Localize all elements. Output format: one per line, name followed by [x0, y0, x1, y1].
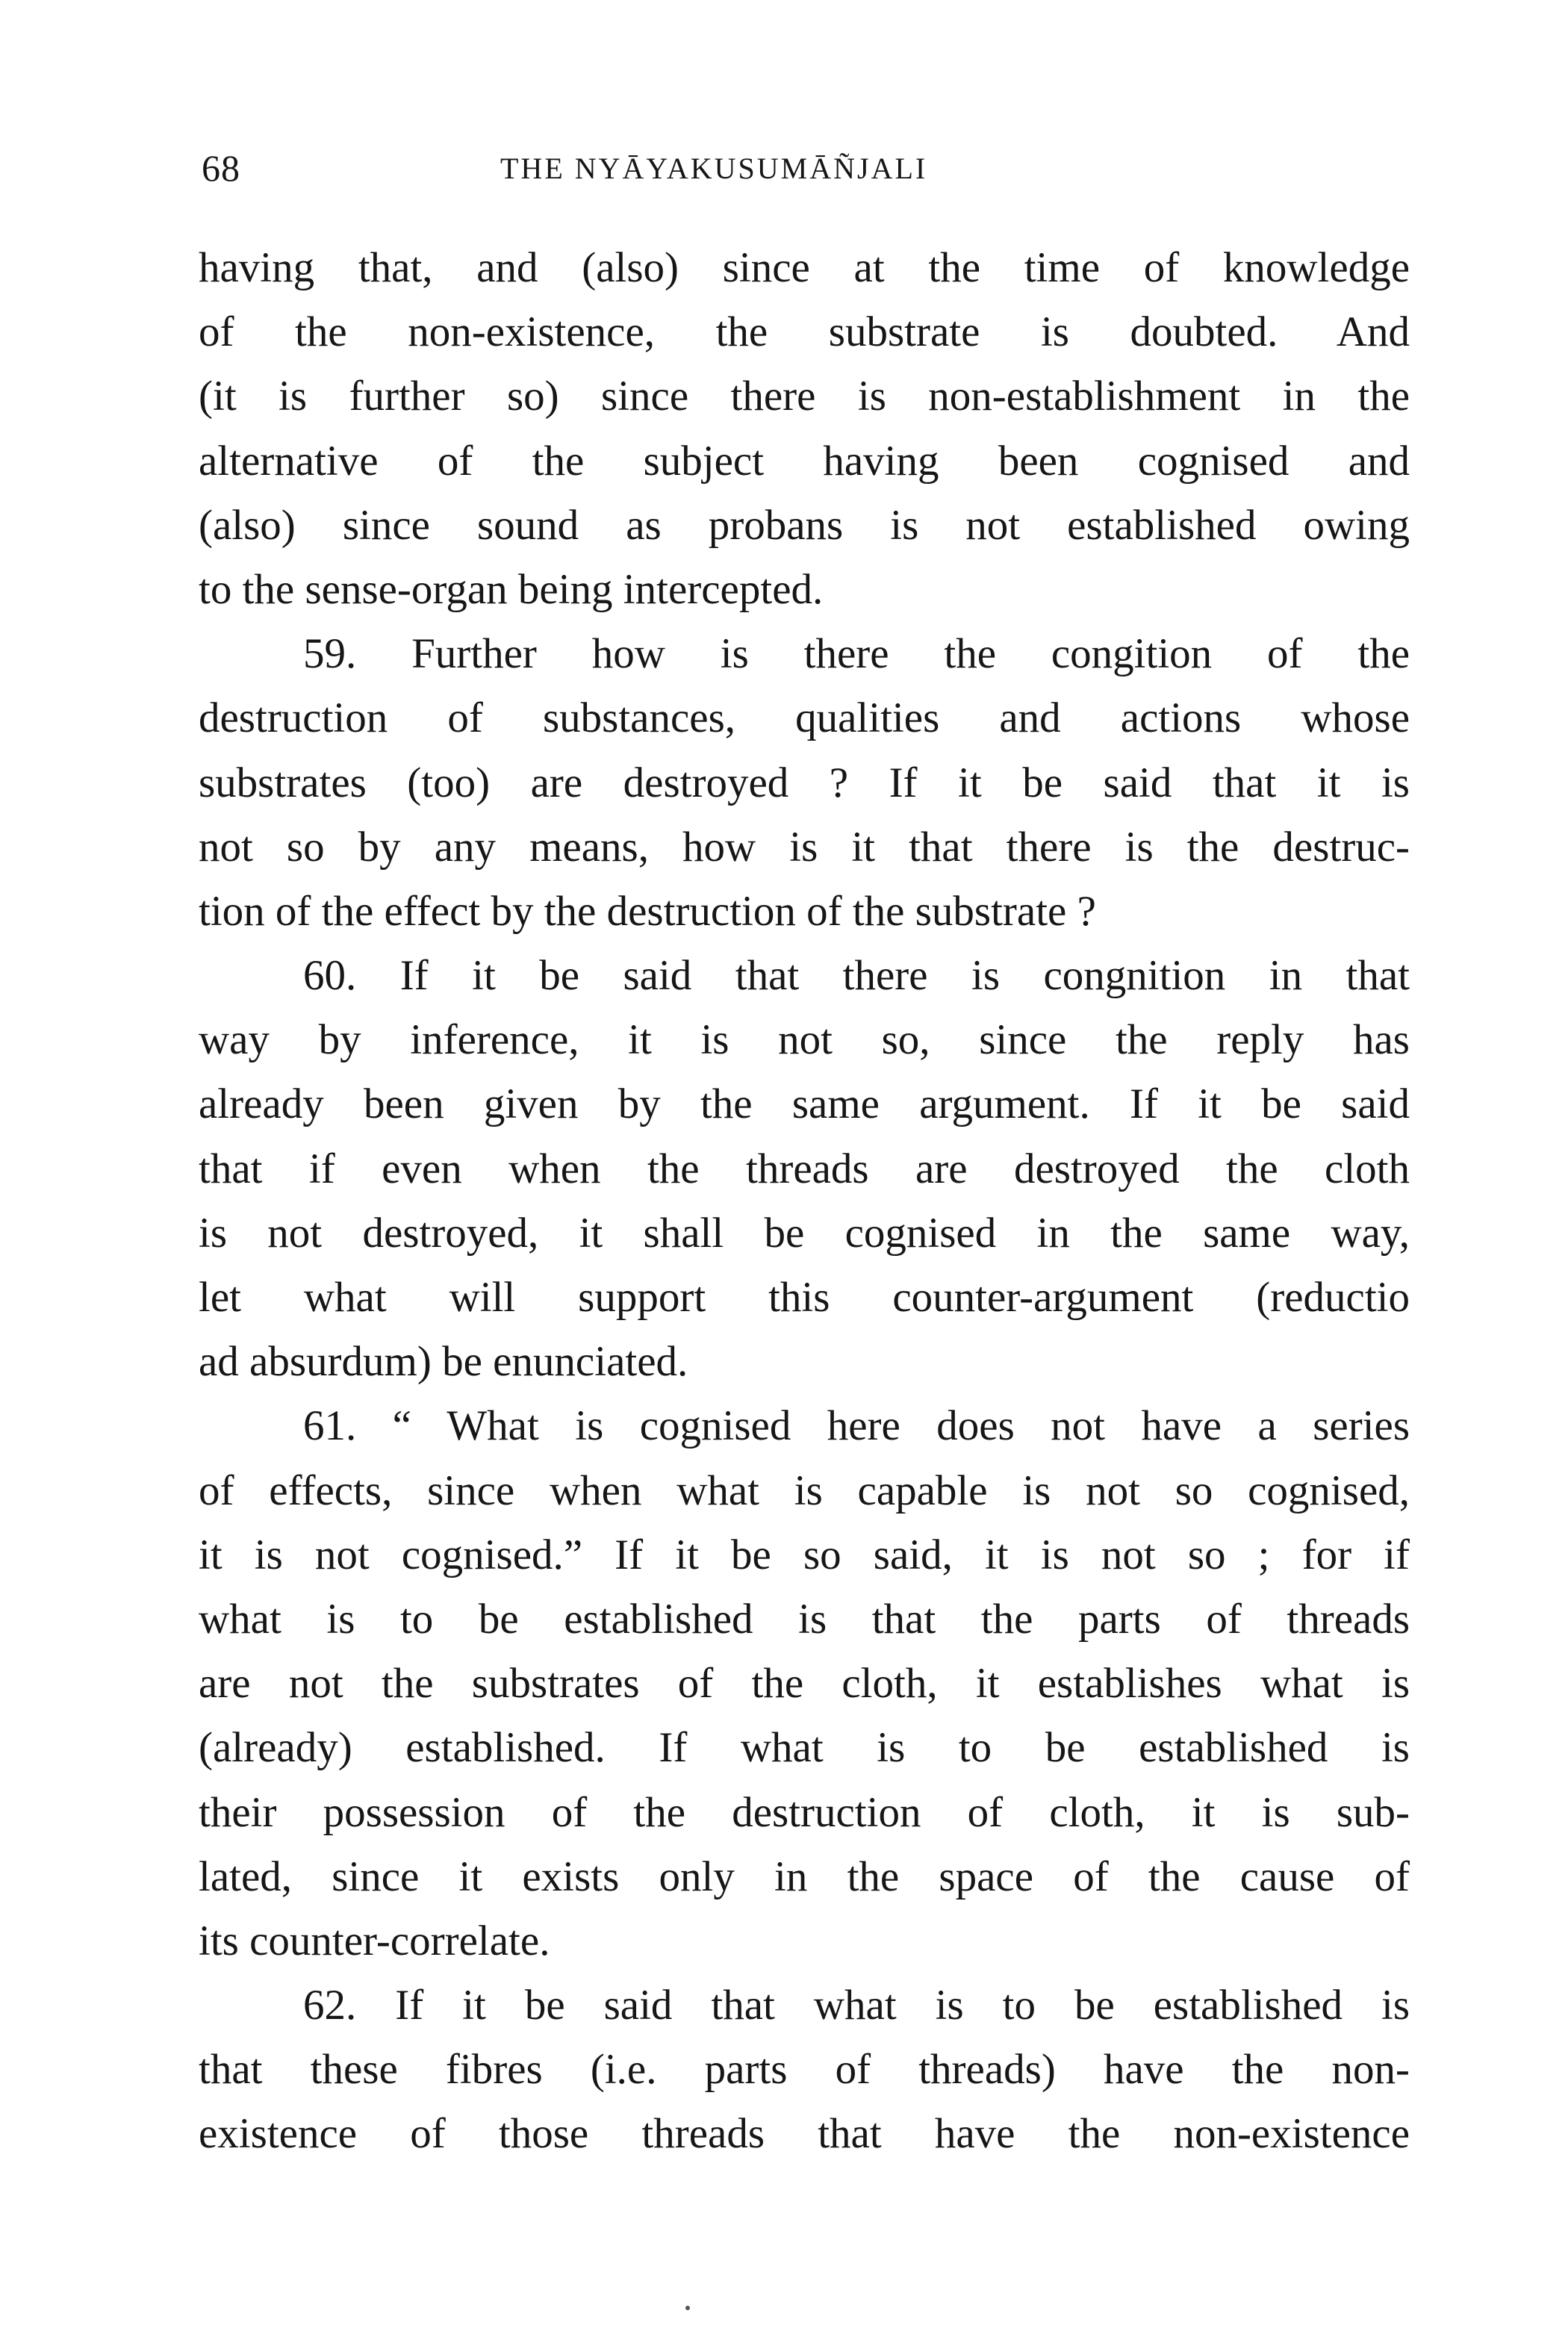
- text-line: ad absurdum) be enunciated.: [199, 1338, 688, 1386]
- text-line: let what will support this counter-argument (reductio: [199, 1274, 1410, 1321]
- text-line: its counter-correlate.: [199, 1917, 550, 1964]
- text-line: (also) since sound as probans is not established owing: [199, 501, 1410, 549]
- text-line: is not destroyed, it shall be cognised in the same way,: [199, 1209, 1410, 1257]
- text-line: that if even when the threads are destroyed the cloth: [199, 1145, 1410, 1192]
- text-line: of effects, since when what is capable is not so cognised,: [199, 1466, 1410, 1514]
- paragraph-62-start: 62. If it be said that what is to be established is: [303, 1982, 1410, 2029]
- page-header: [202, 146, 1411, 206]
- body-text: [199, 236, 1410, 2167]
- text-line: way by inference, it is not so, since the reply has: [199, 1016, 1410, 1064]
- running-title: THE NYĀYAKUSUMĀÑJALI: [500, 152, 928, 185]
- paper-speck: [685, 2306, 690, 2310]
- paragraph-61-start: 61. “ What is cognised here does not have a series: [303, 1402, 1410, 1450]
- text-line: already been given by the same argument. If it be said: [199, 1080, 1410, 1128]
- text-line: lated, since it exists only in the space of the cause of: [199, 1852, 1410, 1900]
- text-line: that these fibres (i.e. parts of threads) have the non-: [199, 2046, 1410, 2094]
- text-line: (already) established. If what is to be established is: [199, 1724, 1410, 1772]
- page-number: 68: [202, 147, 240, 189]
- text-line: to the sense-organ being intercepted.: [199, 565, 824, 613]
- text-line: what is to be established is that the parts of threads: [199, 1595, 1410, 1643]
- text-line: not so by any means, how is it that there is the destruc-: [199, 823, 1410, 871]
- text-line: (it is further so) since there is non-establishment in the: [199, 373, 1410, 420]
- text-line: having that, and (also) since at the time of knowledge: [199, 244, 1410, 291]
- text-line: of the non-existence, the substrate is doubted. And: [199, 308, 1410, 356]
- text-line: alternative of the subject having been cognised and: [199, 437, 1410, 485]
- text-line: substrates (too) are destroyed ? If it be said that it is: [199, 759, 1410, 806]
- text-line: are not the substrates of the cloth, it establishes what is: [199, 1660, 1410, 1708]
- text-line: destruction of substances, qualities and actions whose: [199, 694, 1410, 742]
- text-line: it is not cognised.” If it be so said, it is not so ; for if: [199, 1531, 1410, 1578]
- paragraph-59-start: 59. Further how is there the congition of the: [303, 630, 1410, 678]
- paragraph-60-start: 60. If it be said that there is congnition in that: [303, 952, 1410, 1000]
- text-line: their possession of the destruction of cloth, it is sub-: [199, 1788, 1410, 1836]
- text-line: existence of those threads that have the non-existence: [199, 2110, 1410, 2158]
- text-line: tion of the effect by the destruction of the substrate ?: [199, 887, 1096, 935]
